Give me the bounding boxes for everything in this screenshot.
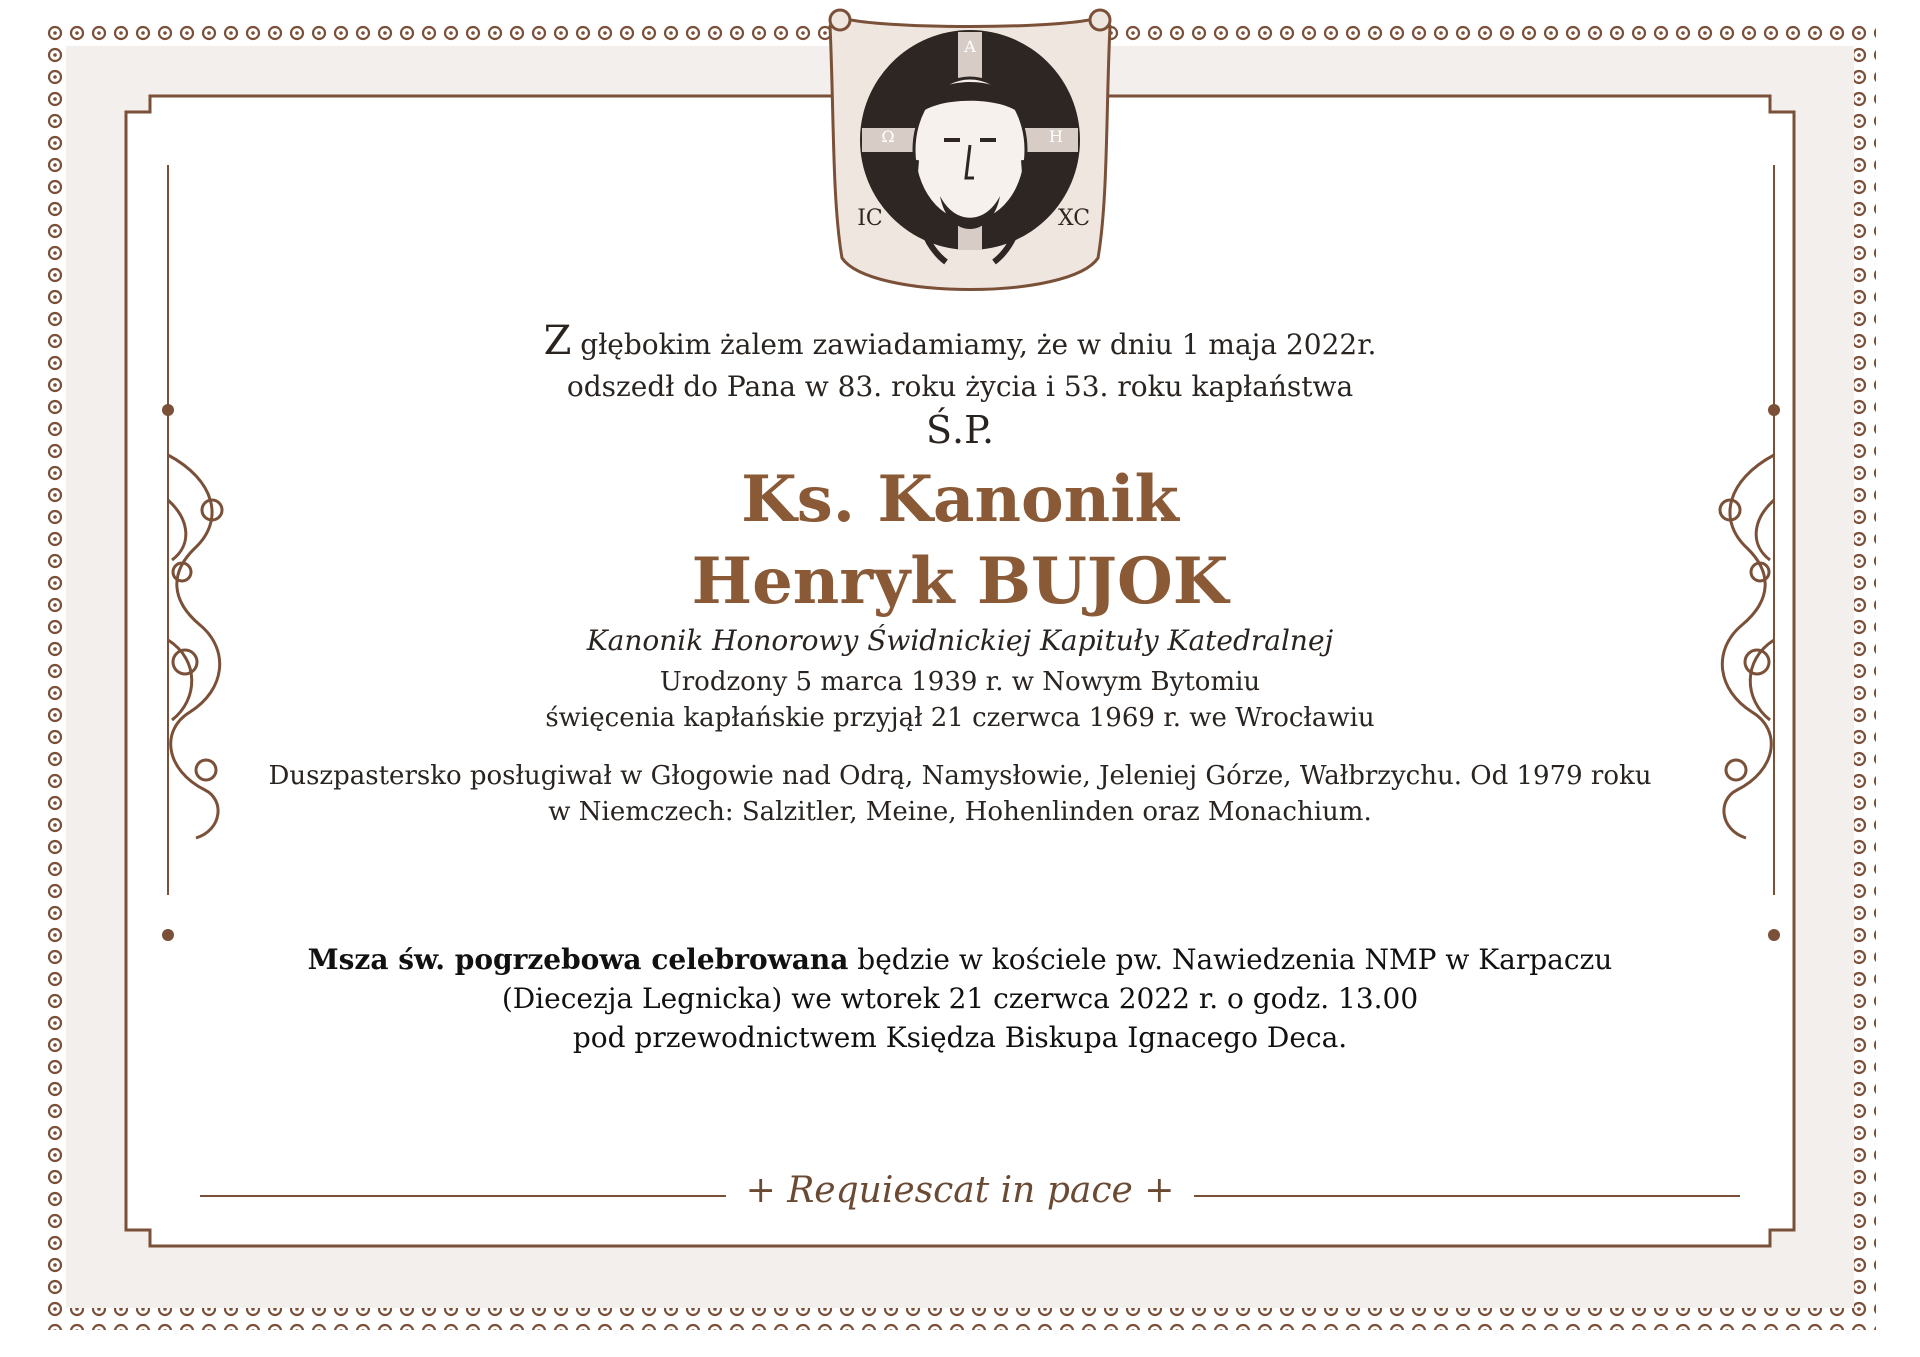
requiescat-text: + Requiescat in pace +	[726, 1170, 1195, 1211]
mass-bold: Msza św. pogrzebowa celebrowana	[307, 943, 849, 976]
svg-text:IC: IC	[857, 206, 883, 231]
requiescat-block	[0, 1170, 1920, 1211]
svg-text:Α: Α	[964, 37, 976, 56]
intro-line-1: głębokim żalem zawiadamiamy, że w dniu 1 maja 2022r.	[571, 328, 1377, 361]
ministry-block	[0, 758, 1920, 830]
mass-line-1: będzie w kościele pw. Nawiedzenia NMP w Karpaczu	[848, 943, 1613, 976]
mass-line-3: pod przewodnictwem Księdza Biskupa Ignacego Deca.	[572, 1021, 1348, 1054]
ordained-line: święcenia kapłańskie przyjął 21 czerwca 1969 r. we Wrocławiu	[545, 703, 1375, 733]
name-line-1: Ks. Kanonik	[741, 462, 1179, 537]
intro-line-2: odszedł do Pana w 83. roku życia i 53. roku kapłaństwa	[566, 370, 1354, 403]
svg-text:Ω: Ω	[881, 127, 895, 146]
born-line: Urodzony 5 marca 1939 r. w Nowym Bytomiu	[659, 667, 1261, 697]
sp-label: Ś.P.	[925, 408, 995, 452]
ministry-line-1: Duszpastersko posługiwał w Głogowie nad Odrą, Namysłowie, Jeleniej Górze, Wałbrzychu. Od 1979 roku	[268, 761, 1652, 791]
svg-text:Η: Η	[1049, 127, 1063, 146]
mass-line-2: (Diecezja Legnicka) we wtorek 21 czerwca 2022 r. o godz. 13.00	[501, 982, 1419, 1015]
honorary-title: Kanonik Honorowy Świdnickiej Kapituły Katedralnej	[586, 624, 1334, 657]
mass-block	[0, 940, 1920, 1057]
intro-dropcap: Z	[543, 318, 572, 364]
svg-text:XC: XC	[1057, 206, 1091, 231]
intro-text	[0, 320, 1920, 408]
name-line-2: Henryk BUJOK	[691, 544, 1229, 619]
bio-block	[0, 664, 1920, 736]
ministry-line-2: w Niemczech: Salzitler, Meine, Hohenlinden oraz Monachium.	[548, 797, 1372, 827]
